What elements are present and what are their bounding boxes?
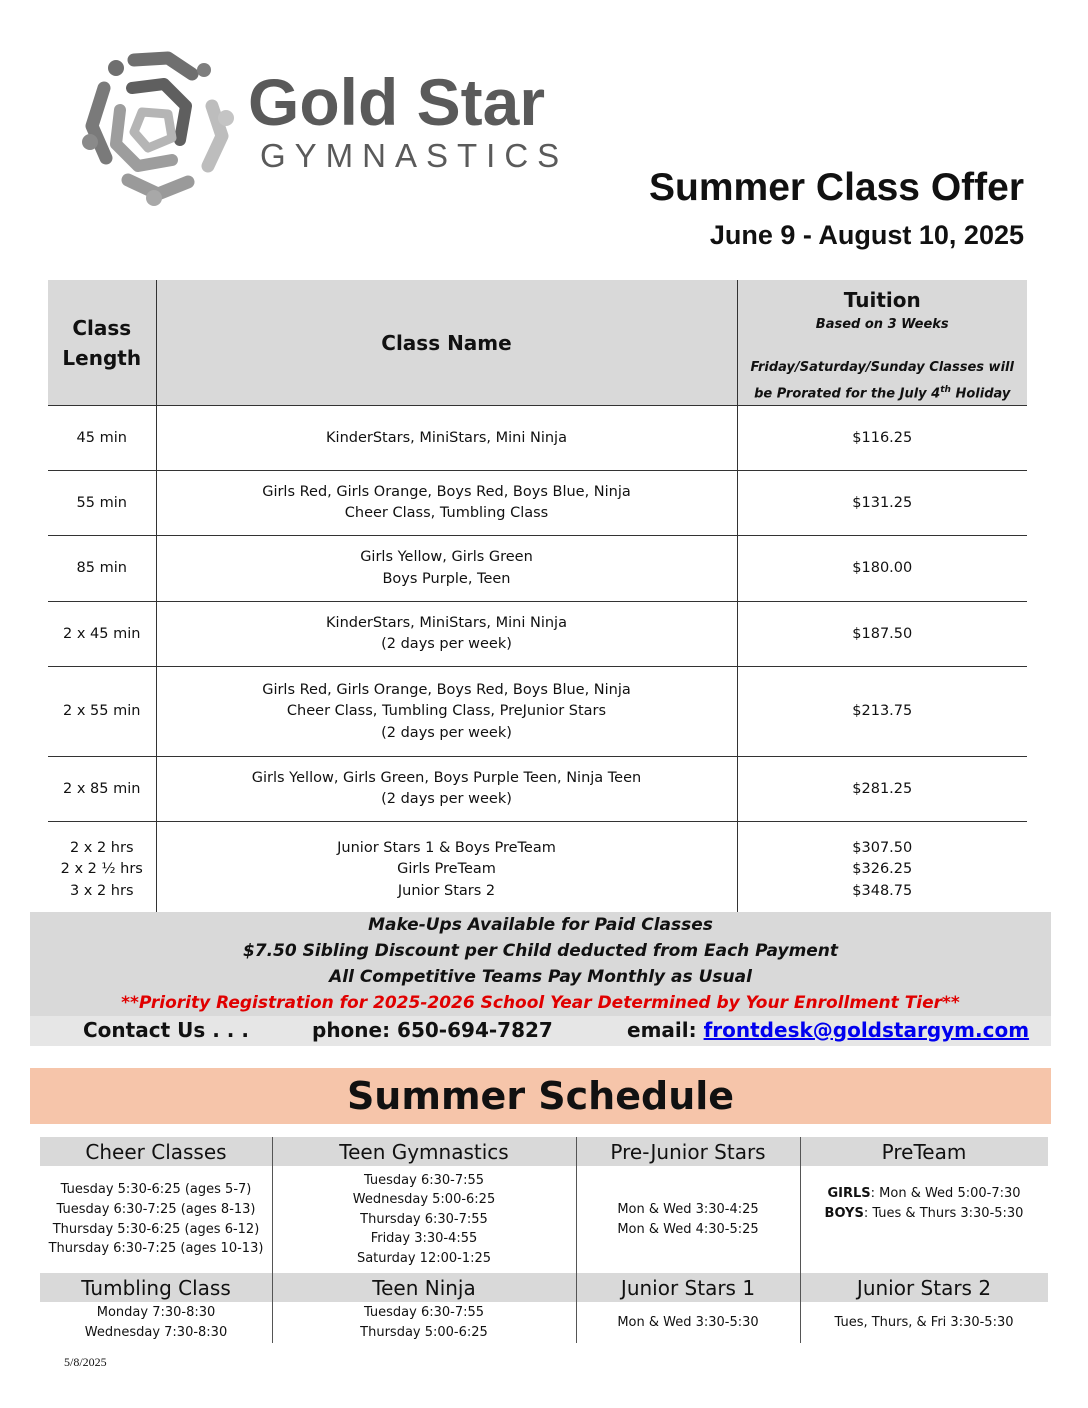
- schedule-column-divider: [576, 1137, 577, 1343]
- gold-star-logo: [76, 48, 596, 208]
- schedule-time-line: Saturday 12:00-1:25: [356, 1250, 492, 1266]
- header-tuition-basis: Based on 3 Weeks: [815, 317, 949, 332]
- tuition-price-cell-line: $213.75: [852, 703, 913, 720]
- schedule-time-line: Friday 3:30-4:55: [370, 1231, 478, 1247]
- footer-date: 5/8/2025: [64, 1355, 107, 1369]
- gold-star-logo-icon: [76, 48, 236, 206]
- schedule-class-times: [800, 1166, 1048, 1273]
- brand-name: Gold Star: [248, 65, 546, 139]
- schedule-class-title: Cheer Classes: [40, 1137, 272, 1166]
- schedule-time-line: Mon & Wed 3:30-5:30: [617, 1314, 759, 1330]
- contact-phone: phone: 650-694-7827: [312, 1018, 553, 1042]
- schedule-column-divider: [800, 1137, 801, 1343]
- schedule-time-line: Mon & Wed 4:30-5:25: [617, 1221, 759, 1237]
- schedule-banner: Summer Schedule: [30, 1068, 1051, 1124]
- info-band: [30, 912, 1051, 1016]
- tuition-row: [48, 757, 1027, 822]
- class-name-cell: [156, 536, 737, 602]
- class-name-cell-line: Boys Purple, Teen: [382, 570, 511, 587]
- header-proration-note-a: Friday/Saturday/Sunday Classes will: [750, 360, 1014, 375]
- schedule-class-times: [272, 1166, 576, 1273]
- info-priority-registration: **Priority Registration for 2025-2026 School Year Determined by Your Enrollment Tier**: [121, 993, 960, 1013]
- schedule-class-times: [576, 1166, 800, 1273]
- tuition-row: [48, 406, 1027, 471]
- schedule-time-line: Tuesday 6:30-7:25 (ages 8-13): [56, 1201, 256, 1217]
- tuition-price-cell: [737, 667, 1027, 757]
- class-length-cell-line: 2 x 85 min: [63, 780, 141, 797]
- schedule-class-title: Junior Stars 2: [800, 1273, 1048, 1302]
- tuition-price-cell: [737, 536, 1027, 602]
- class-length-cell: [48, 602, 156, 667]
- class-length-cell-line: 55 min: [76, 494, 127, 511]
- tuition-row: [48, 536, 1027, 602]
- tuition-price-cell: [737, 822, 1027, 918]
- tuition-price-cell-line: $326.25: [852, 861, 913, 878]
- offer-dates: June 9 - August 10, 2025: [709, 220, 1024, 250]
- schedule-time-line: Thursday 6:30-7:25 (ages 10-13): [48, 1241, 264, 1257]
- brand-subtitle: GYMNASTICS: [260, 137, 569, 174]
- class-name-cell-line: KinderStars, MiniStars, Mini Ninja: [326, 614, 567, 631]
- contact-email-link[interactable]: frontdesk@goldstargym.com: [703, 1018, 1030, 1042]
- class-name-cell: [156, 822, 737, 918]
- schedule-time-line: Thursday 6:30-7:55: [360, 1211, 488, 1227]
- header-tuition: [737, 280, 1027, 406]
- schedule-time-line: Thursday 5:30-6:25 (ages 6-12): [52, 1221, 260, 1237]
- contact-bar: [30, 1016, 1051, 1046]
- schedule-class-title: Tumbling Class: [40, 1273, 272, 1302]
- class-name-cell-line: Girls Red, Girls Orange, Boys Red, Boys Blue, Ninja: [262, 483, 631, 500]
- schedule-time-line: Tues, Thurs, & Fri 3:30-5:30: [834, 1314, 1014, 1330]
- class-name-cell: [156, 471, 737, 536]
- tuition-price-cell: [737, 602, 1027, 667]
- tuition-price-cell: [737, 471, 1027, 536]
- class-length-cell-line: 85 min: [76, 560, 127, 577]
- class-name-cell-line: KinderStars, MiniStars, Mini Ninja: [326, 429, 567, 446]
- schedule-time-line: Tuesday 6:30-7:55: [363, 1172, 485, 1188]
- tuition-price-cell-line: $281.25: [852, 780, 913, 797]
- header-proration-note-b: [738, 379, 1028, 405]
- schedule-time-line: Thursday 5:00-6:25: [360, 1324, 488, 1340]
- schedule-time-line: Tuesday 5:30-6:25 (ages 5-7): [60, 1182, 252, 1198]
- schedule-group-label: GIRLS: [827, 1186, 871, 1201]
- proration-note-sup: th: [940, 385, 951, 395]
- schedule-time-line: Mon & Wed 3:30-4:25: [617, 1201, 759, 1217]
- tuition-table: [48, 280, 1027, 918]
- schedule-class-times: [272, 1302, 576, 1343]
- info-makeups: Make-Ups Available for Paid Classes: [368, 915, 713, 935]
- schedule-group-label: BOYS: [824, 1205, 864, 1221]
- schedule-grid: [40, 1137, 1048, 1343]
- class-length-cell: [48, 757, 156, 822]
- contact-email: [627, 1018, 1029, 1042]
- offer-title: Summer Class Offer: [649, 166, 1024, 209]
- schedule-class-times: [40, 1166, 272, 1273]
- contact-email-label: email:: [627, 1018, 704, 1042]
- tuition-price-cell-line: $307.50: [852, 839, 913, 856]
- schedule-group-times: : Tues & Thurs 3:30-5:30: [863, 1205, 1024, 1221]
- class-length-cell-line: 2 x 45 min: [63, 625, 141, 642]
- tuition-row: [48, 667, 1027, 757]
- schedule-class-title: Pre-Junior Stars: [576, 1137, 800, 1166]
- tuition-price-cell: [737, 757, 1027, 822]
- tuition-price-cell-line: $116.25: [852, 429, 913, 446]
- schedule-time-line: [825, 1204, 1024, 1224]
- tuition-price-cell-line: $131.25: [852, 494, 913, 511]
- schedule-time-line: [827, 1184, 1020, 1204]
- tuition-row: [48, 822, 1027, 918]
- tuition-price-cell: [737, 406, 1027, 471]
- proration-note-c: Holiday: [950, 386, 1011, 402]
- class-length-cell-line: 2 x 2 hrs: [69, 839, 134, 856]
- class-length-cell: [48, 471, 156, 536]
- tuition-row: [48, 602, 1027, 667]
- contact-label: Contact Us . . .: [83, 1018, 249, 1042]
- class-name-cell-line: Junior Stars 1 & Boys PreTeam: [337, 839, 556, 856]
- header-class-length: Class Length: [48, 280, 156, 406]
- tuition-price-cell-line: $187.50: [852, 625, 913, 642]
- class-name-cell-line: Cheer Class, Tumbling Class: [344, 505, 549, 522]
- schedule-class-title: Teen Gymnastics: [272, 1137, 576, 1166]
- class-name-cell-line: Junior Stars 2: [397, 882, 496, 899]
- class-name-cell-line: Girls Red, Girls Orange, Boys Red, Boys Blue, Ninja: [262, 681, 631, 698]
- schedule-class-times: [576, 1302, 800, 1343]
- schedule-time-line: Wednesday 5:00-6:25: [352, 1192, 496, 1208]
- class-name-cell-line: Cheer Class, Tumbling Class, PreJunior Stars: [286, 703, 607, 720]
- schedule-time-line: Tuesday 6:30-7:55: [363, 1304, 485, 1320]
- class-length-cell-line: 45 min: [76, 429, 127, 446]
- class-name-cell: [156, 757, 737, 822]
- class-name-cell: [156, 602, 737, 667]
- proration-note-b: be Prorated for the July 4: [754, 386, 941, 402]
- schedule-time-line: Wednesday 7:30-8:30: [84, 1324, 228, 1340]
- schedule-class-times: [800, 1302, 1048, 1343]
- class-length-cell: [48, 536, 156, 602]
- schedule-class-title: Junior Stars 1: [576, 1273, 800, 1302]
- tuition-price-cell-line: $180.00: [852, 560, 913, 577]
- header-class-name: Class Name: [156, 280, 737, 406]
- info-competitive-teams: All Competitive Teams Pay Monthly as Usual: [329, 967, 752, 987]
- class-name-cell: [156, 406, 737, 471]
- class-name-cell-line: (2 days per week): [381, 791, 512, 808]
- info-sibling-discount: $7.50 Sibling Discount per Child deducted from Each Payment: [242, 941, 839, 961]
- schedule-class-times: [40, 1302, 272, 1343]
- schedule-group-times: : Mon & Wed 5:00-7:30: [870, 1186, 1021, 1201]
- class-name-cell: [156, 667, 737, 757]
- header-tuition-title: Tuition: [843, 288, 921, 312]
- class-length-cell: [48, 822, 156, 918]
- schedule-column-divider: [272, 1137, 273, 1343]
- schedule-class-title: Teen Ninja: [272, 1273, 576, 1302]
- class-name-cell-line: (2 days per week): [381, 724, 512, 741]
- class-length-cell: [48, 667, 156, 757]
- schedule-time-line: Monday 7:30-8:30: [96, 1304, 216, 1320]
- class-name-cell-line: Girls Yellow, Girls Green: [360, 549, 533, 566]
- class-length-cell-line: 3 x 2 hrs: [69, 882, 134, 899]
- class-name-cell-line: (2 days per week): [381, 636, 512, 653]
- class-name-cell-line: Girls Yellow, Girls Green, Boys Purple Teen, Ninja Teen: [251, 769, 642, 786]
- tuition-row: [48, 471, 1027, 536]
- class-length-cell: [48, 406, 156, 471]
- class-length-cell-line: 2 x 55 min: [63, 703, 141, 720]
- class-name-cell-line: Girls PreTeam: [397, 861, 496, 878]
- schedule-class-title: PreTeam: [800, 1137, 1048, 1166]
- class-length-cell-line: 2 x 2 ½ hrs: [60, 861, 143, 878]
- tuition-price-cell-line: $348.75: [852, 882, 913, 899]
- tuition-table-header: [48, 280, 1027, 406]
